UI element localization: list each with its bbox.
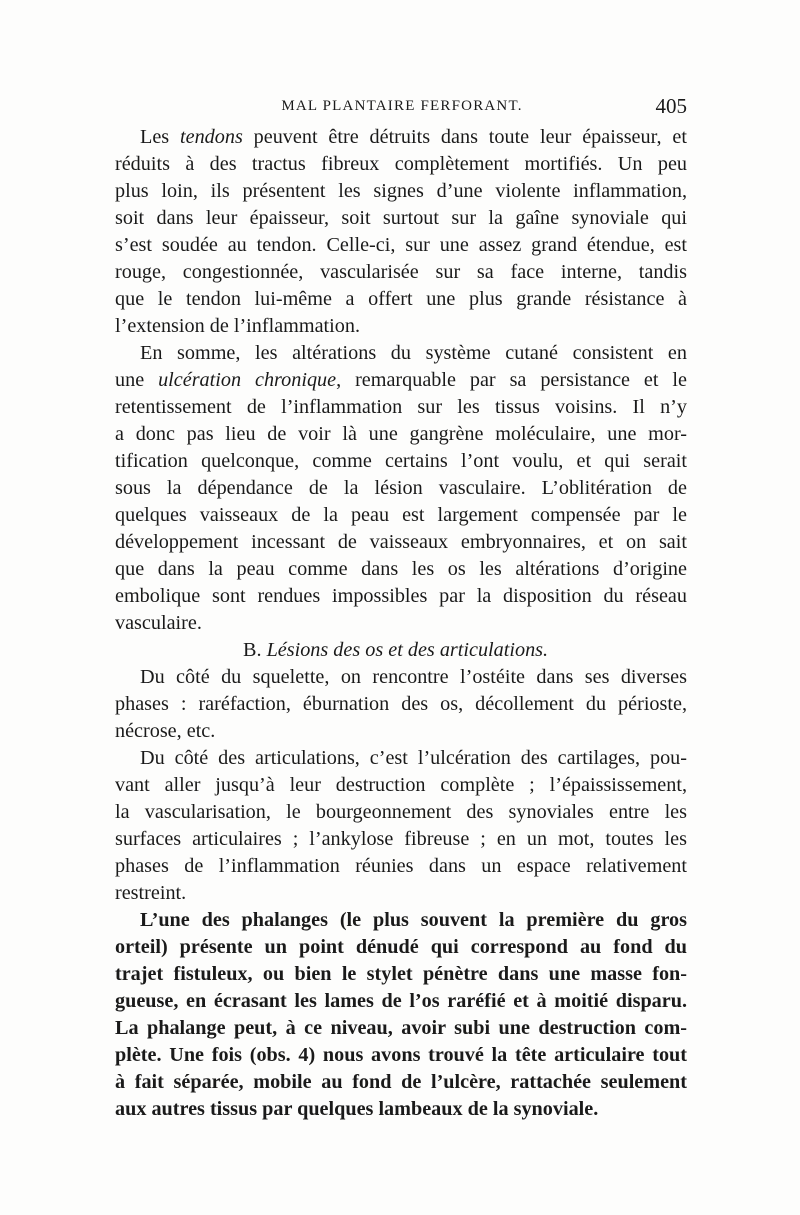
text-line: vant aller jusqu’à leur destruction complète ; l’épaississement, bbox=[115, 774, 687, 796]
text-line: surfaces articulaires ; l’ankylose fibreuse ; en un mot, toutes les bbox=[115, 828, 687, 850]
text-line: restreint. bbox=[115, 882, 187, 904]
text-line: soit dans leur épaisseur, soit surtout sur la gaîne synoviale qui bbox=[115, 207, 687, 229]
running-title: MAL PLANTAIRE FERFORANT. bbox=[281, 98, 523, 114]
text-line: plète. Une fois (obs. 4) nous avons trouvé la tête articulaire tout bbox=[115, 1044, 687, 1066]
text-line: à fait séparée, mobile au fond de l’ulcère, rattachée seulement bbox=[115, 1071, 687, 1093]
text-line: aux autres tissus par quelques lambeaux de la synoviale. bbox=[115, 1098, 599, 1120]
text-line: vasculaire. bbox=[115, 612, 202, 634]
text-line: La phalange peut, à ce niveau, avoir subi une destruction com- bbox=[115, 1017, 687, 1039]
text-line: phases : raréfaction, éburnation des os, décollement du périoste, bbox=[115, 693, 687, 715]
text-line: sous la dépendance de la lésion vasculaire. L’oblitération de bbox=[115, 477, 687, 499]
text-line: développement incessant de vaisseaux embryonnaires, et on sait bbox=[115, 531, 687, 553]
text-line: une ulcération chronique, remarquable par sa persistance et le bbox=[115, 369, 687, 391]
text-line: En somme, les altérations du système cutané consistent en bbox=[140, 342, 687, 364]
text-line: la vascularisation, le bourgeonnement des synoviales entre les bbox=[115, 801, 687, 823]
text-line: trajet fistuleux, ou bien le stylet pénètre dans une masse fon- bbox=[115, 963, 687, 985]
body-text bbox=[115, 124, 687, 1123]
running-header bbox=[117, 96, 687, 120]
text-line: réduits à des tractus fibreux complètement mortifiés. Un peu bbox=[115, 153, 687, 175]
text-line: Du côté du squelette, on rencontre l’ostéite dans ses diverses bbox=[140, 666, 687, 688]
text-line: rouge, congestionnée, vascularisée sur sa face interne, tandis bbox=[115, 261, 687, 283]
text-line: plus loin, ils présentent les signes d’une violente inflammation, bbox=[115, 180, 687, 202]
text-line: retentissement de l’inflammation sur les tissus voisins. Il n’y bbox=[115, 396, 687, 418]
text-line: s’est soudée au tendon. Celle-ci, sur une assez grand étendue, est bbox=[115, 234, 687, 256]
text-line: que dans la peau comme dans les os les altérations d’origine bbox=[115, 558, 687, 580]
text-line: orteil) présente un point dénudé qui correspond au fond du bbox=[115, 936, 687, 958]
section-heading: B. Lésions des os et des articulations. bbox=[243, 639, 549, 661]
text-line: phases de l’inflammation réunies dans un espace relativement bbox=[115, 855, 687, 877]
text-line: tification quelconque, comme certains l’ont voulu, et qui serait bbox=[115, 450, 687, 472]
text-line: embolique sont rendues impossibles par la disposition du réseau bbox=[115, 585, 687, 607]
text-line: quelques vaisseaux de la peau est largement compensée par le bbox=[115, 504, 687, 526]
page-number: 405 bbox=[655, 94, 687, 118]
text-line: Les tendons peuvent être détruits dans toute leur épaisseur, et bbox=[140, 126, 687, 148]
text-line: L’une des phalanges (le plus souvent la première du gros bbox=[140, 909, 687, 931]
text-line: nécrose, etc. bbox=[115, 720, 216, 742]
text-line: gueuse, en écrasant les lames de l’os raréfié et à moitié disparu. bbox=[115, 990, 687, 1012]
text-line: que le tendon lui-même a offert une plus grande résistance à bbox=[115, 288, 687, 310]
text-line: Du côté des articulations, c’est l’ulcération des cartilages, pou- bbox=[140, 747, 687, 769]
text-line: l’extension de l’inflammation. bbox=[115, 315, 360, 337]
text-line: a donc pas lieu de voir là une gangrène moléculaire, une mor- bbox=[115, 423, 687, 445]
